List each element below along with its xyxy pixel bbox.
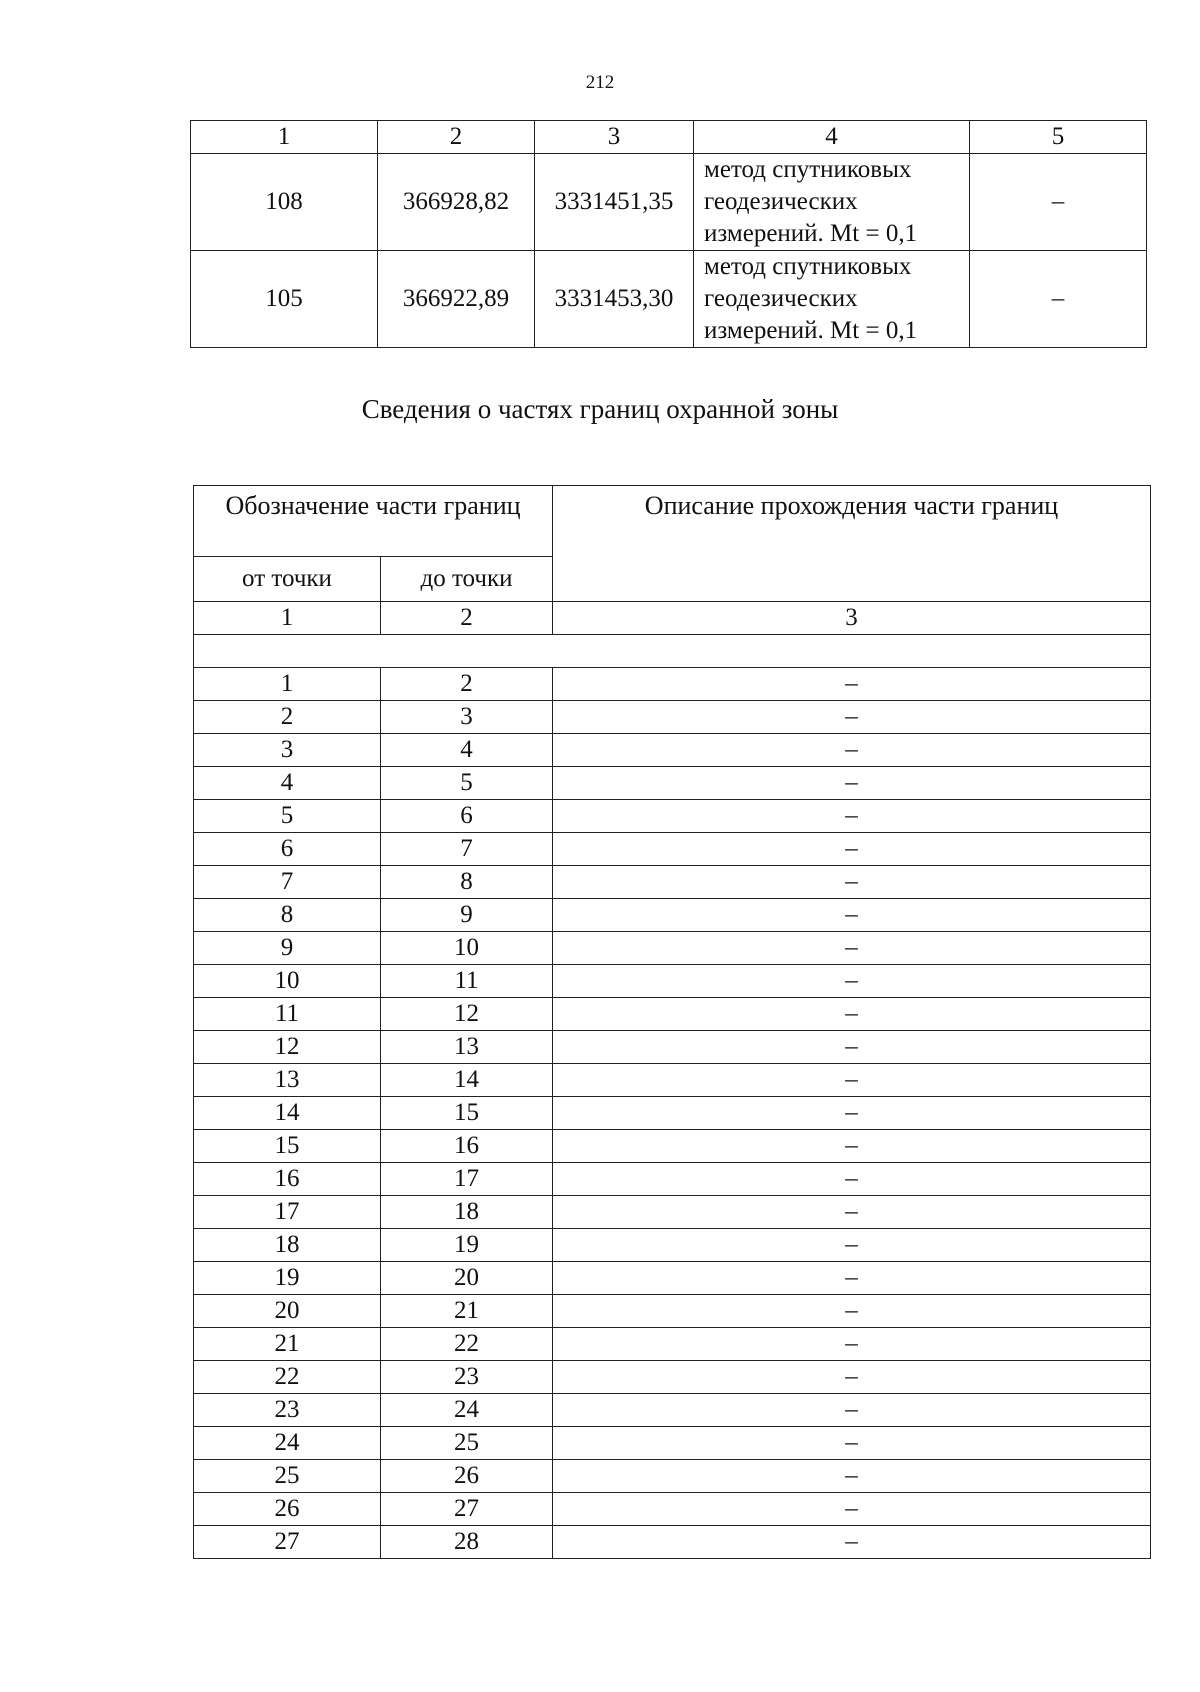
to-point: 21 (381, 1295, 553, 1328)
table-row (194, 1229, 1151, 1262)
from-point: 2 (194, 701, 381, 734)
from-point: 18 (194, 1229, 381, 1262)
to-point: 17 (381, 1163, 553, 1196)
column-numbers-row (194, 602, 1151, 635)
y-coordinate: 3331453,30 (535, 251, 694, 348)
table-row (194, 866, 1151, 899)
description-cell: – (553, 1097, 1151, 1130)
to-point: 9 (381, 899, 553, 932)
description-cell: – (553, 800, 1151, 833)
description-cell: – (553, 998, 1151, 1031)
from-point: 17 (194, 1196, 381, 1229)
description-cell: – (553, 965, 1151, 998)
table-row (194, 965, 1151, 998)
to-point-header: до точки (381, 557, 553, 602)
x-coordinate: 366922,89 (378, 251, 535, 348)
from-point: 26 (194, 1493, 381, 1526)
table-row (194, 1163, 1151, 1196)
method-description (694, 251, 970, 348)
note-cell: – (970, 251, 1147, 348)
description-cell: – (553, 734, 1151, 767)
to-point: 4 (381, 734, 553, 767)
from-point: 25 (194, 1460, 381, 1493)
description-cell: – (553, 1328, 1151, 1361)
description-cell: – (553, 1196, 1151, 1229)
from-point: 27 (194, 1526, 381, 1559)
table-row (194, 932, 1151, 965)
x-coordinate: 366928,82 (378, 154, 535, 251)
description-header: Описание прохождения части границ (553, 486, 1151, 602)
description-cell: – (553, 1295, 1151, 1328)
description-cell: – (553, 1130, 1151, 1163)
table-row (191, 251, 1147, 348)
from-point: 10 (194, 965, 381, 998)
from-point: 11 (194, 998, 381, 1031)
table-row (194, 767, 1151, 800)
description-cell: – (553, 833, 1151, 866)
description-cell: – (553, 668, 1151, 701)
to-point: 10 (381, 932, 553, 965)
to-point: 5 (381, 767, 553, 800)
point-number: 108 (191, 154, 378, 251)
table-row (194, 800, 1151, 833)
page-number: 212 (585, 72, 615, 93)
method-line: геодезических (704, 285, 858, 312)
description-cell: – (553, 1262, 1151, 1295)
from-point: 9 (194, 932, 381, 965)
from-point: 21 (194, 1328, 381, 1361)
to-point: 27 (381, 1493, 553, 1526)
description-cell: – (553, 1394, 1151, 1427)
column-number: 1 (194, 602, 381, 635)
table-row (194, 899, 1151, 932)
description-cell: – (553, 866, 1151, 899)
table-row (194, 1427, 1151, 1460)
description-cell: – (553, 1229, 1151, 1262)
table-row (194, 1460, 1151, 1493)
from-point: 1 (194, 668, 381, 701)
empty-row (194, 635, 1151, 668)
column-number: 1 (191, 121, 378, 154)
description-cell: – (553, 701, 1151, 734)
empty-cell (194, 635, 1151, 668)
from-point: 13 (194, 1064, 381, 1097)
method-description (694, 154, 970, 251)
method-line: измерений. Mt = 0,1 (704, 220, 918, 247)
from-point: 4 (194, 767, 381, 800)
boundary-parts-table (193, 485, 1151, 1559)
to-point: 28 (381, 1526, 553, 1559)
description-cell: – (553, 1163, 1151, 1196)
coordinates-table (190, 120, 1147, 348)
from-point: 12 (194, 1031, 381, 1064)
description-cell: – (553, 899, 1151, 932)
from-point: 19 (194, 1262, 381, 1295)
table-row (194, 1295, 1151, 1328)
description-cell: – (553, 1427, 1151, 1460)
method-line: измерений. Mt = 0,1 (704, 317, 918, 344)
from-point: 23 (194, 1394, 381, 1427)
to-point: 6 (381, 800, 553, 833)
from-point: 5 (194, 800, 381, 833)
table-row (194, 998, 1151, 1031)
to-point: 19 (381, 1229, 553, 1262)
table-row (194, 833, 1151, 866)
to-point: 16 (381, 1130, 553, 1163)
to-point: 14 (381, 1064, 553, 1097)
parts-header-row (194, 486, 1151, 557)
y-coordinate: 3331451,35 (535, 154, 694, 251)
method-line: метод спутниковых (704, 253, 912, 280)
from-point: 3 (194, 734, 381, 767)
from-point: 14 (194, 1097, 381, 1130)
table-row (194, 668, 1151, 701)
from-point: 15 (194, 1130, 381, 1163)
column-number: 2 (381, 602, 553, 635)
section-title: Сведения о частях границ охранной зоны (361, 394, 839, 424)
description-cell: – (553, 1460, 1151, 1493)
table-row (194, 701, 1151, 734)
table-row (194, 1262, 1151, 1295)
to-point: 24 (381, 1394, 553, 1427)
table-row (194, 1130, 1151, 1163)
to-point: 18 (381, 1196, 553, 1229)
description-cell: – (553, 1064, 1151, 1097)
table-row (194, 1196, 1151, 1229)
description-cell: – (553, 1031, 1151, 1064)
table-row (194, 1328, 1151, 1361)
to-point: 12 (381, 998, 553, 1031)
to-point: 26 (381, 1460, 553, 1493)
note-cell: – (970, 154, 1147, 251)
method-line: метод спутниковых (704, 156, 912, 183)
to-point: 25 (381, 1427, 553, 1460)
column-number: 3 (553, 602, 1151, 635)
column-number: 5 (970, 121, 1147, 154)
designation-header: Обозначение части границ (194, 486, 553, 557)
from-point: 16 (194, 1163, 381, 1196)
to-point: 15 (381, 1097, 553, 1130)
table-row (194, 1493, 1151, 1526)
table-row (194, 1361, 1151, 1394)
description-cell: – (553, 1493, 1151, 1526)
column-number: 3 (535, 121, 694, 154)
from-point: 24 (194, 1427, 381, 1460)
from-point: 6 (194, 833, 381, 866)
from-point: 7 (194, 866, 381, 899)
to-point: 20 (381, 1262, 553, 1295)
column-number: 2 (378, 121, 535, 154)
method-line: геодезических (704, 188, 858, 215)
description-cell: – (553, 1361, 1151, 1394)
table-row (194, 734, 1151, 767)
table-row (194, 1064, 1151, 1097)
table-row (191, 154, 1147, 251)
to-point: 11 (381, 965, 553, 998)
to-point: 7 (381, 833, 553, 866)
description-cell: – (553, 932, 1151, 965)
to-point: 22 (381, 1328, 553, 1361)
column-number: 4 (694, 121, 970, 154)
from-point: 20 (194, 1295, 381, 1328)
from-point: 22 (194, 1361, 381, 1394)
table-row (194, 1394, 1151, 1427)
to-point: 2 (381, 668, 553, 701)
to-point: 23 (381, 1361, 553, 1394)
description-cell: – (553, 1526, 1151, 1559)
description-cell: – (553, 767, 1151, 800)
table-row (194, 1031, 1151, 1064)
to-point: 8 (381, 866, 553, 899)
to-point: 3 (381, 701, 553, 734)
coordinates-header-row (191, 121, 1147, 154)
table-row (194, 1097, 1151, 1130)
table-row (194, 1526, 1151, 1559)
from-point: 8 (194, 899, 381, 932)
to-point: 13 (381, 1031, 553, 1064)
from-point-header: от точки (194, 557, 381, 602)
point-number: 105 (191, 251, 378, 348)
